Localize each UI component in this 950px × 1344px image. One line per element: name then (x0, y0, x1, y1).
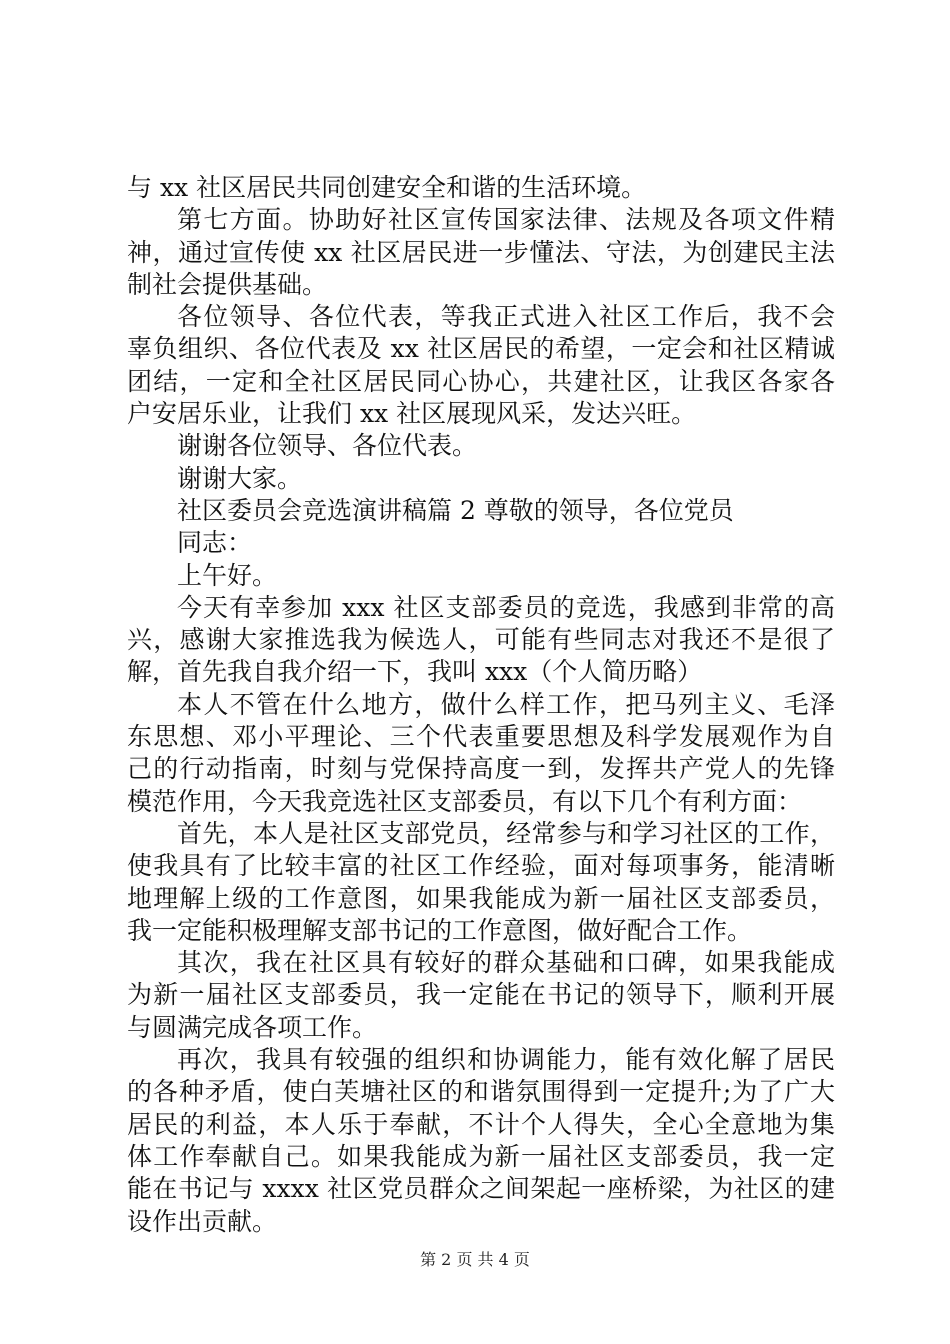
text-line: 东思想、邓小平理论、三个代表重要思想及科学发展观作为自 (127, 722, 835, 752)
page-footer: 第 2 页 共 4 页 (420, 1250, 530, 1269)
text-line: 体工作奉献自己。如果我能成为新一届社区支部委员，我一定 (127, 1141, 835, 1171)
text-line: 辜负组织、各位代表及 xx 社区居民的希望，一定会和社区精诚 (127, 334, 835, 364)
text-line: 户安居乐业，让我们 xx 社区展现风采，发达兴旺。 (127, 399, 697, 429)
text-line: 己的行动指南，时刻与党保持高度一到，发挥共产党人的先锋 (127, 754, 835, 784)
text-line: 其次，我在社区具有较好的群众基础和口碑，如果我能成 (177, 948, 835, 978)
text-line: 神，通过宣传使 xx 社区居民进一步懂法、守法，为创建民主法 (127, 237, 835, 267)
text-line: 的各种矛盾，使白芙塘社区的和谐氛围得到一定提升;为了广大 (127, 1077, 835, 1107)
text-line: 居民的利益，本人乐于奉献，不计个人得失，全心全意地为集 (127, 1109, 835, 1139)
text-line: 谢谢大家。 (177, 463, 303, 493)
text-line: 同志： (177, 528, 253, 558)
text-line: 能在书记与 xxxx 社区党员群众之间架起一座桥梁，为社区的建 (127, 1174, 835, 1204)
text-line: 谢谢各位领导、各位代表。 (177, 431, 478, 461)
text-line: 团结，一定和全社区居民同心协心，共建社区，让我区各家各 (127, 366, 835, 396)
text-line: 使我具有了比较丰富的社区工作经验，面对每项事务，能清晰 (127, 851, 835, 881)
text-line: 地理解上级的工作意图，如果我能成为新一届社区支部委员， (127, 883, 835, 913)
text-line: 设作出贡献。 (127, 1206, 278, 1236)
text-line: 本人不管在什么地方，做什么样工作，把马列主义、毛泽 (177, 689, 835, 719)
text-line: 我一定能积极理解支部书记的工作意图，做好配合工作。 (127, 915, 753, 945)
text-line: 为新一届社区支部委员，我一定能在书记的领导下，顺利开展 (127, 980, 835, 1010)
text-line: 首先，本人是社区支部党员，经常参与和学习社区的工作， (177, 818, 835, 848)
text-line: 解，首先我自我介绍一下，我叫 xxx（个人简历略） (127, 657, 703, 687)
text-line: 模范作用，今天我竞选社区支部委员，有以下几个有利方面： (127, 786, 803, 816)
text-line: 今天有幸参加 xxx 社区支部委员的竞选，我感到非常的高 (177, 592, 835, 622)
document-body (127, 172, 835, 1238)
text-line: 各位领导、各位代表，等我正式进入社区工作后，我不会 (177, 302, 835, 332)
text-line: 制社会提供基础。 (127, 269, 328, 299)
text-line: 第七方面。协助好社区宣传国家法律、法规及各项文件精 (177, 205, 835, 235)
text-line: 与圆满完成各项工作。 (127, 1012, 378, 1042)
text-line: 与 xx 社区居民共同创建安全和谐的生活环境。 (127, 173, 647, 202)
text-line: 社区委员会竞选演讲稿篇 2 尊敬的领导，各位党员 (177, 495, 734, 525)
text-line: 兴，感谢大家推选我为候选人，可能有些同志对我还不是很了 (127, 625, 835, 655)
text-line: 再次，我具有较强的组织和协调能力，能有效化解了居民 (177, 1045, 835, 1075)
text-line: 上午好。 (177, 560, 278, 590)
